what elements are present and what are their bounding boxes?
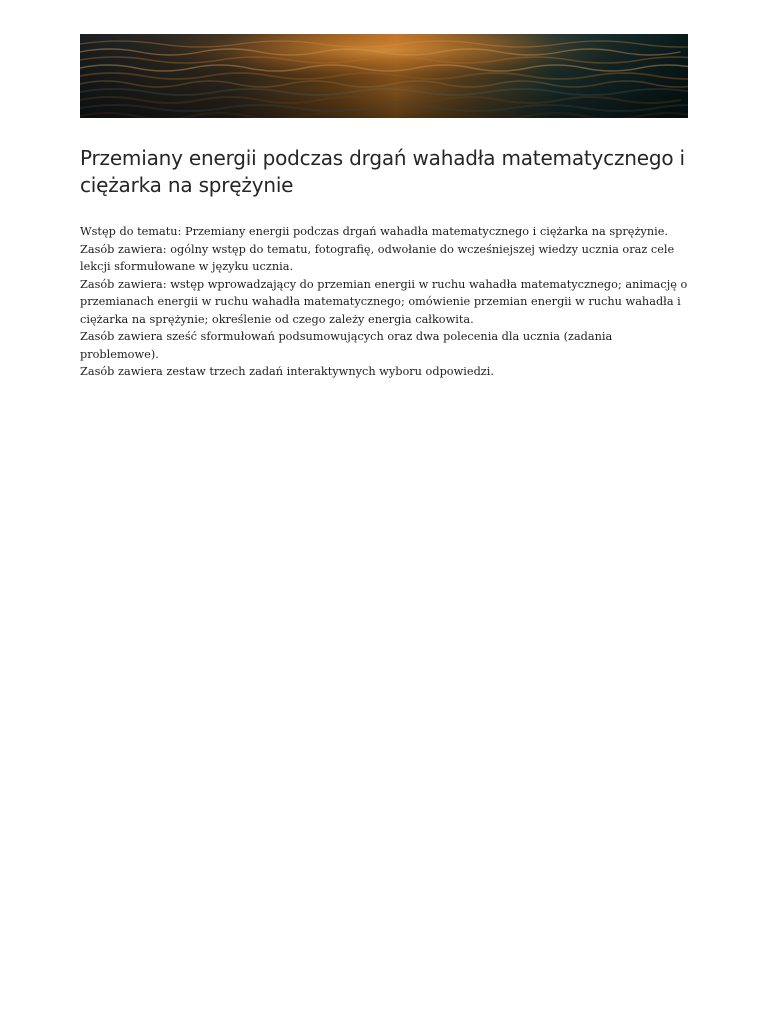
paragraph-contents-3: Zasób zawiera sześć sformułowań podsumowujących oraz dwa polecenia dla ucznia (zadania problemowe). <box>80 330 613 361</box>
paragraph-contents-4: Zasób zawiera zestaw trzech zadań interaktywnych wyboru odpowiedzi. <box>80 365 494 378</box>
paragraph-contents-1: Zasób zawiera: ogólny wstęp do tematu, fotografię, odwołanie do wcześniejszej wiedzy ucznia oraz cele lekcji sformułowane w języku ucznia. <box>80 242 675 273</box>
page-title: Przemiany energii podczas drgań wahadła matematycznego i ciężarka na sprężynie <box>80 146 685 197</box>
paragraph-contents-2: Zasób zawiera: wstęp wprowadzający do przemian energii w ruchu wahadła matematycznego; animację o przemianach energii w ruchu wahadła matematycznego; omówienie przemian energii w ruchu wahadła i ciężarka na sprężynie; określenie od czego zależy energia całkowita. <box>80 277 688 326</box>
banner-image <box>80 34 688 118</box>
description-text <box>80 223 692 381</box>
water-sunset-illustration <box>80 34 688 118</box>
paragraph-intro: Wstęp do tematu: Przemiany energii podczas drgań wahadła matematycznego i ciężarka na sprężynie. <box>80 225 668 238</box>
